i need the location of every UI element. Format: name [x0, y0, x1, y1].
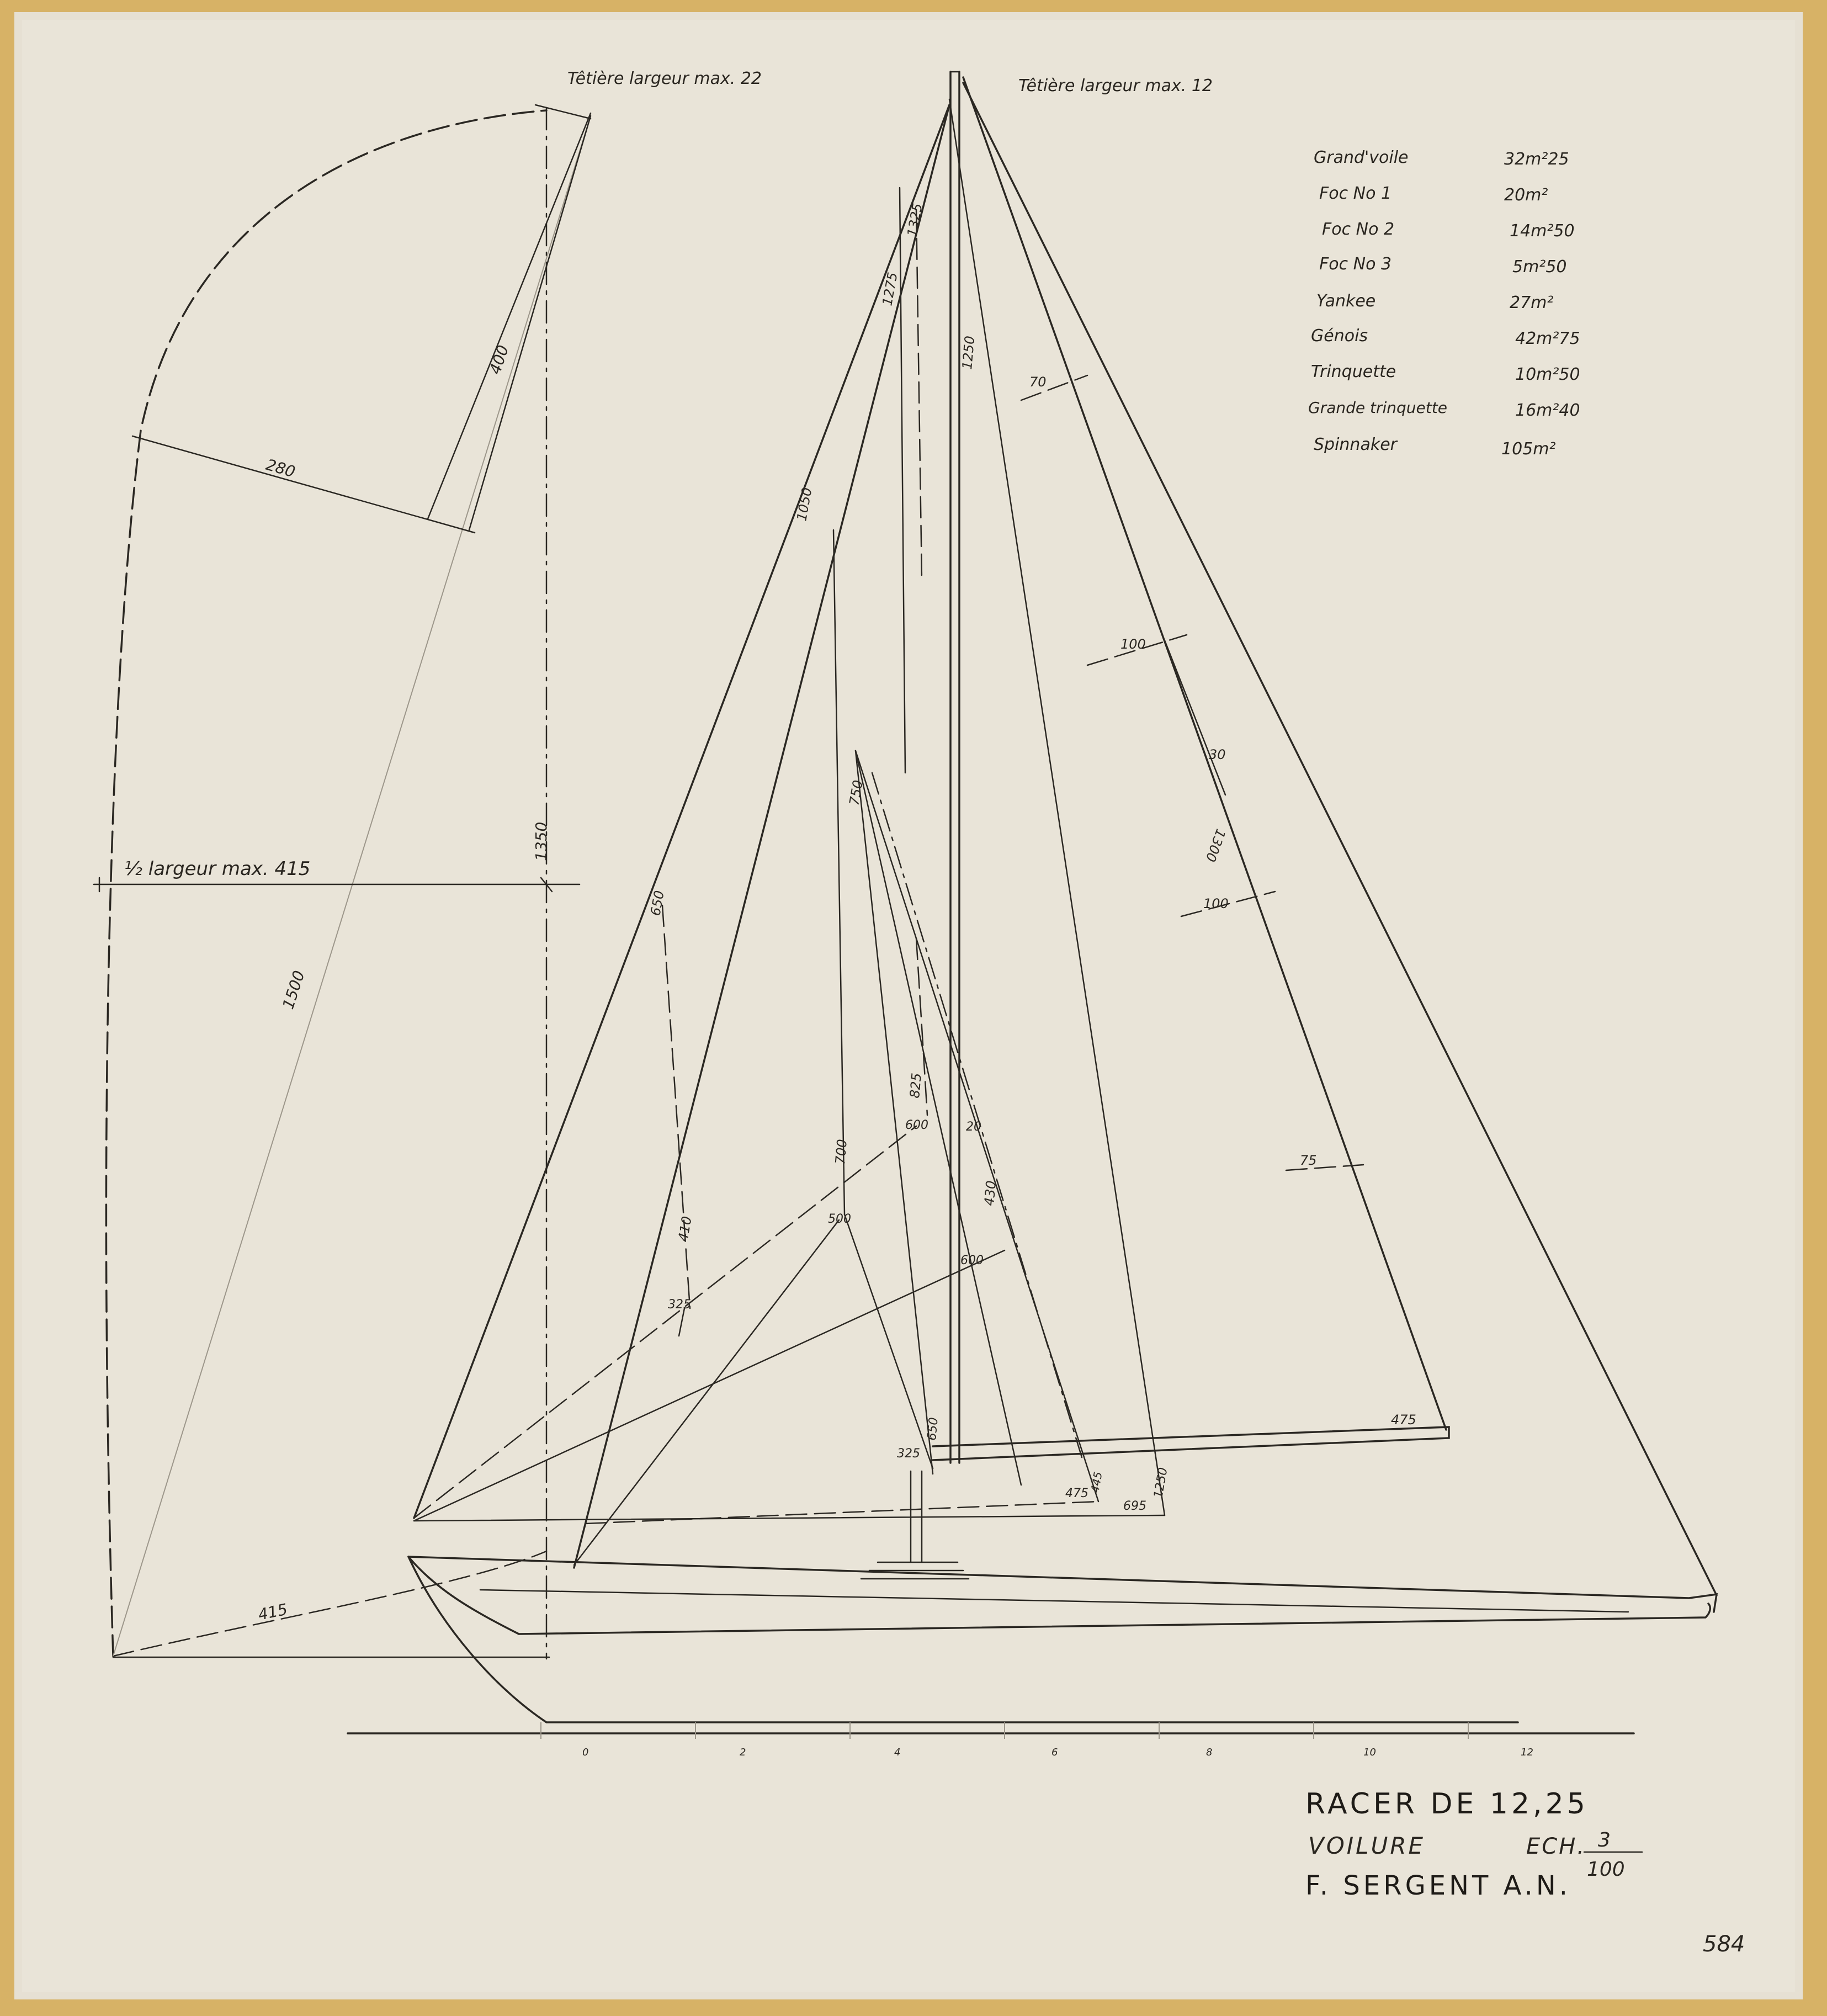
- main-100b-label: 100: [1203, 896, 1229, 911]
- station-label-2: 2: [740, 1747, 746, 1758]
- jib-325a-label: 325: [668, 1298, 691, 1312]
- sail-name-0: Grand'voile: [1314, 148, 1409, 167]
- station-label-8: 8: [1206, 1747, 1213, 1758]
- sail-area-5: 42m²75: [1515, 329, 1580, 348]
- spinnaker-luff-label: 1350: [532, 821, 550, 861]
- sail-name-7: Grande trinquette: [1308, 399, 1447, 417]
- sail-name-6: Trinquette: [1311, 362, 1396, 381]
- main-75-label: 75: [1300, 1153, 1317, 1168]
- sail-area-3: 5m²50: [1512, 257, 1567, 277]
- spinnaker-head-label: 400: [486, 343, 513, 377]
- sail-area-8: 105m²: [1501, 439, 1556, 459]
- jib-825-label: 825: [907, 1072, 925, 1099]
- designer-name: F. SERGENT A.N.: [1305, 1870, 1571, 1901]
- jib-650-label: 650: [647, 889, 667, 917]
- jib-700-label: 700: [832, 1138, 850, 1165]
- sail-name-3: Foc No 3: [1319, 254, 1392, 274]
- sail-area-1: 20m²: [1504, 185, 1548, 205]
- foot-475-label: 475: [1065, 1487, 1088, 1500]
- foot-1250-label: 1250: [1151, 1466, 1171, 1500]
- jib-430-label: 430: [981, 1180, 999, 1207]
- drawing-subtitle: VOILURE: [1308, 1832, 1426, 1859]
- sail-name-2: Foc No 2: [1322, 220, 1395, 239]
- station-label-6: 6: [1051, 1747, 1058, 1758]
- mast-325-label: 325: [897, 1447, 920, 1461]
- spinnaker-foot-label: 415: [256, 1600, 289, 1624]
- sail-name-1: Foc No 1: [1319, 184, 1392, 203]
- jib-600b-label: 600: [960, 1254, 984, 1267]
- jib-410-label: 410: [675, 1215, 695, 1243]
- forestay-1325-label: 1325: [904, 202, 926, 238]
- foot-695-label: 695: [1123, 1499, 1146, 1513]
- scale-label: ECH.: [1526, 1834, 1586, 1859]
- head-note-left: Têtière largeur max. 22: [567, 69, 762, 88]
- station-label-0: 0: [582, 1747, 589, 1758]
- mast-650-label: 650: [925, 1416, 941, 1441]
- sail-name-5: Génois: [1311, 326, 1368, 346]
- sail-area-0: 32m²25: [1504, 150, 1569, 169]
- scale-numerator: 3: [1598, 1829, 1611, 1851]
- sail-area-4: 27m²: [1510, 293, 1554, 312]
- main-70-label: 70: [1029, 374, 1047, 390]
- spinnaker-diag-label: 1500: [279, 968, 309, 1012]
- main-30-label: 30: [1209, 747, 1226, 762]
- mast-1250-label: 1250: [959, 335, 978, 370]
- head-note-right: Têtière largeur max. 12: [1018, 76, 1213, 96]
- station-label-4: 4: [894, 1747, 901, 1758]
- staysail-750-label: 750: [846, 779, 866, 807]
- jib-1275-label: 1275: [879, 271, 901, 307]
- archive-number: 584: [1703, 1932, 1745, 1957]
- sail-area-2: 14m²50: [1510, 221, 1575, 241]
- drawing-title: RACER DE 12,25: [1305, 1787, 1589, 1821]
- genoa-1050-label: 1050: [794, 486, 815, 523]
- jib-500-label: 500: [828, 1212, 851, 1226]
- jib-600a-label: 600: [905, 1118, 928, 1132]
- scale-denominator: 100: [1587, 1858, 1625, 1881]
- main-100a-label: 100: [1120, 636, 1146, 652]
- spinnaker-width-label: 280: [264, 455, 298, 481]
- sail-area-6: 10m²50: [1515, 365, 1580, 384]
- sail-name-8: Spinnaker: [1314, 435, 1397, 454]
- station-label-12: 12: [1521, 1747, 1533, 1758]
- foot-445-label: 445: [1088, 1471, 1105, 1494]
- boom-475-label: 475: [1391, 1412, 1416, 1428]
- jib-20-label: 20: [966, 1120, 981, 1134]
- half-width-label: ½ largeur max. 415: [124, 858, 311, 880]
- main-1300-label: 1300: [1202, 826, 1229, 864]
- sail-name-4: Yankee: [1316, 291, 1376, 311]
- station-label-10: 10: [1363, 1747, 1376, 1758]
- sail-area-7: 16m²40: [1515, 401, 1580, 420]
